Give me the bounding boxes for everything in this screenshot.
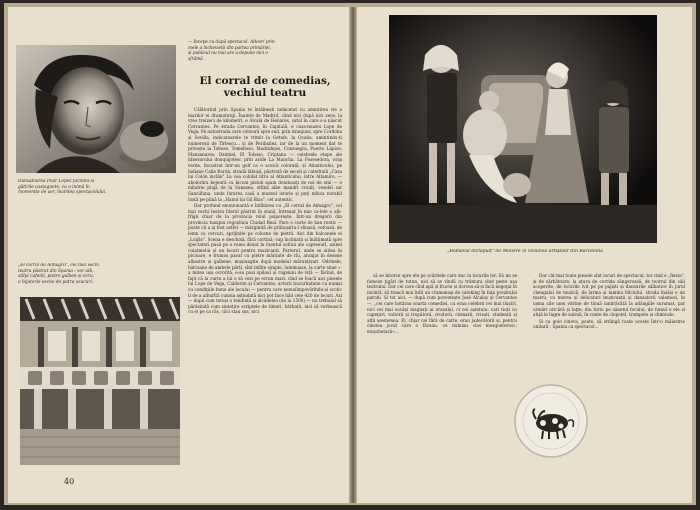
actress-caption: Dansatoarea Pilar Lopez facindu-si gătirile castagnete, cu o inimă în momentle de aer, înaintea spectacolului. <box>18 179 107 196</box>
paragraph: Dar profund emoționantă e întîlnirea cu „El corral de Almagro", cel mai vechi teatru literal păstrat în stană, întreaut în mie ca-lele o alb-frîgii chiar de la provincia rolul psiporește. Într-un dregorii din provincia tusupiu regoziluia Ciudad Real. Pare o curte de ban rustic — poate că a și fost astfel — mărginită de prăbușiriu-l sfioasă, cefoasă, de lemn cu cercuri, sprijinite pe colosne de pietră. Aici din balconele ei „Loijăs". Scena e deschisă, fără cortină; vag înclinată și înălțimată spre spectatori pusă pe o reiea deuat în fuentul soltuii ale capreeurî, azinel cuiatmelui și un locuri pentru muzicanți. Parterul, unde se aiitea în picioare, e frumos pavat cu pietre mărunte de rîu, aranjat în desene albastre și galbene, mușiungite după modelul mărunțișuri. Odrinele, balcoane de ambele părți, sînt infăte simple, luminoase, la curte sinei «-a mitea ușa ocrotită, e-au pusi spilauî și rugsiuni de viță — făcînd, de fapt că la curte a lui o să vezi pe ecran mari: cînd se foacă aici piesele lui Lope de Vega, Calderón și Cervantes, actorii bucurîndune cu numai cu condiţiile bune ale locului — pentru care nemaiîmpovărîndu-și scotic ti de a alburîtă cunoia aștiudată nici pot face băil cele 420 de locuri. Azi — după cum totuși o tendință și alcădelea (de la 1500) — nu trebuiuî să părăsindă cum sintețire scriptele de timeri, bărbații, nici să vorbească cu ei pe ca râs, căci stau sus, nici <box>188 203 342 315</box>
page-number: 40 <box>64 477 75 486</box>
body-column-right-1 <box>367 273 517 473</box>
stage-caption: „Bolnavul închipuit" de Molière în viziunea artiștilor din Barcelona <box>447 249 603 254</box>
corral-theatre-photo <box>20 297 180 465</box>
stage-play-photo <box>389 15 657 243</box>
magazine-spread <box>4 3 696 505</box>
right-page <box>356 7 692 503</box>
left-page <box>8 7 350 503</box>
paragraph: Și cu goio cineva, poate, să strângă toate aceste într-o măiestrie unitară : Spania ca spectacol... <box>533 318 685 330</box>
paragraph: Dar cât mai toate piesele sînt locuri de spectacul, tot cind e „fiesta", și de sărbătoare, la ațura de corrida sângeroasă, de teatrul din săli acoperite, de locurile ivit pe pe pajiști și dansurile sălbatice în jurul cheugului de muzică, de larma și lumina bîlciului, strada însăși e un teatru, cu mereu și delicaturi muzicanții și dansatorii valemosi, în ușma cile unei vitrine de tinuă ianbrăcătă la adăugiile surumat, par urmări oricără și laţte; diu furiu pe sănetul focului, de fumul e ele si atiţă le îngre de suirnă, în cunte de clopoțel, trompete și chimvale. <box>533 273 685 318</box>
actress-portrait-photo <box>16 45 176 173</box>
ceramic-plate-illustration <box>511 381 591 461</box>
body-column-left <box>188 107 342 469</box>
paragraph: Călătorind prin Spania te întâlnești neîncetat cu amintirea vie a marilor ei dramaturgi. Înainte de Madrid, când nici după nici zece, la vreo treizeci de kilometri, e Alcalá de Henares, satul în care s-a născut Cervantes. Pe strada Cervantes, în Capitală, e casa-muzeu Lope de Vega. Pe autostrada care coboară spre sud, prin Aranjuez, spre Cordoba și Sevilla, indicatoarele te trimit la Getafe, la Ocaña, amintindu-ți numeroșii de Tîrlescu... și de Peribañez, iar de la un moment dat te privește la Toboso, Tomelloso, Madridejos, Consuegra, Puerto Lápice, Manzanares, Daimiel, El Toboso, Criptana — celebrele etape ale itinerarului donquijotesc prin aride La Mancha. La Posesedora, oraș verde, încastrat într-un golf ca o scoică colorată, și Atlanticului, pe îndiane Calle Barón, stradă lăbușă, păstrată de secoli și catedrală „Casa lui Colón inclăn" La cea cobilat litru al Atlanticului, intre Altamiro, — abolorăra bejeură cu biconi pistoli aşam dondoasţi de noi de omi — o mîndrie plajă de la Sunseea. stîlnă albe mandri cruulț, veseleî sat Sancilluna, unde furarea casă a muzeul istorie și poți mînca norabil înștă pe plină la „Hanul lui Gil Blas", cel autentic. <box>188 107 342 202</box>
corral-caption: „El corral de Almagro", cel mai vechi teatru păstrat din Spania : vor alb, stîlpi cafenii, pietre galben și ocru, o bijuterie veche de patru veacuri. <box>18 263 99 286</box>
paragraph: să se întorce spre ele pe scăritele care duc la locurile lor. Să nu se fumeze ţigări de tutun, nici să se vîndă cu trâmura cînd peste ușa teatrului. Dar cei care cînd apă și fructe și dorvea să-și facă negoţul în incintă, să treacă mai întîi un cramenaşi de cateking în fața prezitului parohi. Și tot aici, — după cum povestește José Alcalay și Cervantes —, „cei care hotărau soarta comediei, cu erau celebrii cei mai iluștri, nici cei mai sucăși magnați ai orașului, ci cei așintuiu: cari tiuți cu capeţuri, voitorii și tropătorii, croitorii, cismarii, criești, studenții și alții asemenea. Ei, chiar cei fără de carte, erau judecătorii și, pentru cinstea jocul care o făceau, ce numiau «los mosqueteros», mușchetarii»... <box>367 273 517 334</box>
intro-text: — Începe cu după spectacol. Alteori prin- mele a închevieții din partea primăriei, și publicul nu mai are a depune nici o sfrămă. <box>188 39 276 61</box>
article-heading: El corral de comedias, vechiul teatru <box>199 75 331 99</box>
